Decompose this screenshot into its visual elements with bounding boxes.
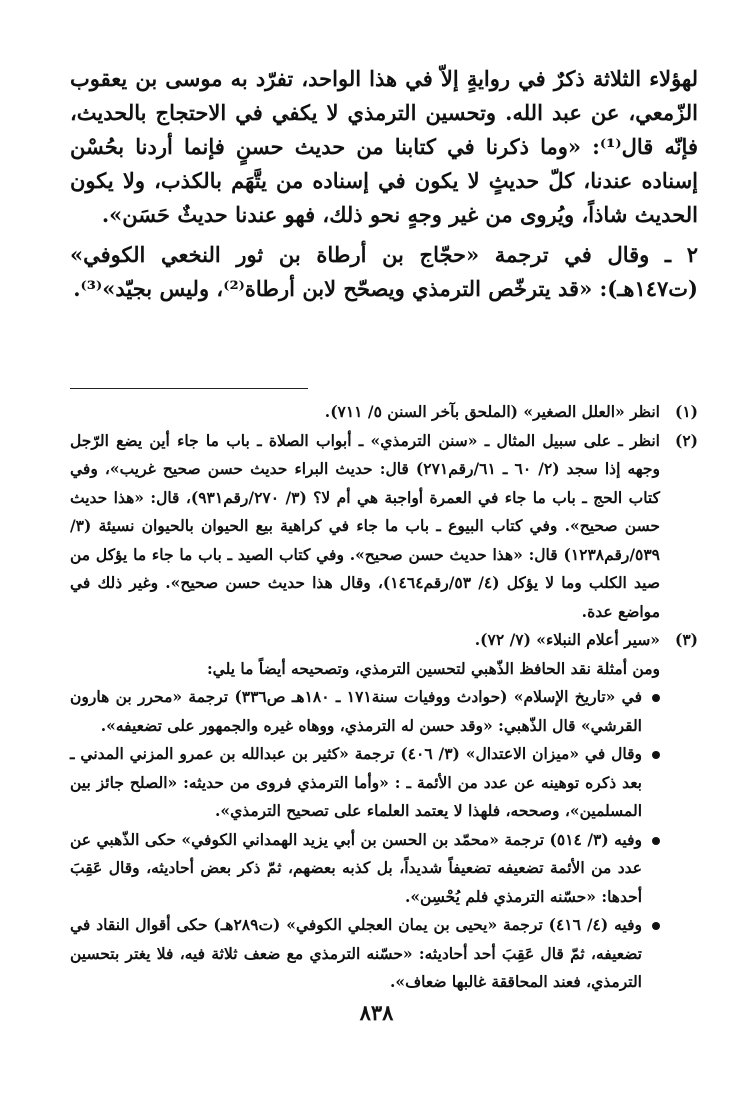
main-text bbox=[70, 62, 698, 306]
paragraph: لهؤلاء الثلاثة ذكرٌ في روايةٍ إلاّ في هذا الواحد، تفرّد به موسى بن يعقوب الزّمعي، عن عبد الله. وتحسين الترمذي لا يكفي في الاحتجاج بالحديث، فإنّه قال⁽¹⁾: «وما ذكرنا في كتابنا من حديث حسنٍ فإنما أردنا بحُسْن إسناده عندنا، كلّ حديثٍ لا يكون في إسناده من يتَّهَم بالكذب، ولا يكون الحديث شاذاً، ويُروى من غير وجهٍ نحو ذلك، فهو عندنا حديثٌ حَسَن». bbox=[70, 66, 698, 227]
page-number: ٨٣٨ bbox=[359, 1000, 394, 1025]
footnote-text: «سير أعلام النبلاء» (٧/ ٧٢). bbox=[474, 630, 660, 649]
footnote-number: (١) bbox=[674, 402, 698, 421]
bullet-icon bbox=[652, 922, 660, 930]
footnote bbox=[70, 398, 698, 427]
footnote bbox=[70, 626, 698, 655]
footnote-intro: ومن أمثلة نقد الحافظ الذّهبي لتحسين الترمذي، وتصحيحه أيضاً ما يلي: bbox=[206, 658, 660, 678]
footnote-separator bbox=[70, 388, 308, 389]
list-item-text: وفيه (٣/ ٥١٤) ترجمة «محمّد بن الحسن بن أبي يزيد الهمداني الكوفي» حكى الذّهبي عن عدد من الأئمة تضعيفه تضعيفاً شديداً، بل كذبه بعضهم، ثمّ ذكر بعض أحاديثه، وقال عَقِبَ أحدها: «حسّنه الترمذي فلم يُحْسِن». bbox=[70, 829, 642, 906]
footnote-text: انظر «العلل الصغير» (الملحق بآخر السنن ٥/ ٧١١). bbox=[324, 402, 660, 421]
list-item bbox=[70, 683, 660, 740]
list-item bbox=[70, 826, 660, 912]
footnote-number: (٢) bbox=[674, 430, 698, 450]
list-item-text: وفيه (٤/ ٤١٦) ترجمة «يحيى بن يمان العجلي الكوفي» (ت٢٨٩هـ) حكى أقوال النقاد في تضعيفه، ثمّ قال عَقِبَ أحد أحاديثه: «حسّنه الترمذي مع ضعف ثلاثة فيه، فلا يغتر بتحسين الترمذي، فعند المحاققة غالبها ضعاف». bbox=[70, 915, 642, 991]
footnote-text: انظر ـ على سبيل المثال ـ «سنن الترمذي» ـ أبواب الصلاة ـ باب ما جاء أين يضع الرّجل وجهه إذا سجد (٢/ ٦٠ ـ ٦١/رقم٢٧١) قال: حديث البراء حديث حسن صحيح غريب»، وفي كتاب الحج ـ باب ما جاء في العمرة أواجبة هي أم لا؟ (٣/ ٢٧٠/رقم٩٣١)، قال: «هذا حديث حسن صحيح». وفي كتاب البيوع ـ باب ما جاء في كراهية بيع الحيوان بالحيوان نسيئة (٣/ ٥٣٩/رقم١٢٣٨) قال: «هذا حديث حسن صحيح». وفي كتاب الصيد ـ باب ما جاء ما يؤكل من صيد الكلب وما لا يؤكل (٤/ ٥٣/رقم١٤٦٤)، وقال هذا حديث حسن صحيح». وغير ذلك في مواضع عدة. bbox=[70, 430, 660, 621]
footnote-number: (٣) bbox=[674, 630, 698, 649]
bullet-icon bbox=[652, 694, 660, 702]
bullet-icon bbox=[652, 837, 660, 845]
bullet-icon bbox=[652, 751, 660, 759]
paragraph: ٢ ـ وقال في ترجمة «حجّاج بن أرطاة بن ثور النخعي الكوفي» (ت١٤٧هـ): «قد يترخّص الترمذي ويصحّح لابن أرطاة⁽²⁾، وليس بجيّد»⁽³⁾. bbox=[70, 242, 698, 301]
list-item-text: وقال في «ميزان الاعتدال» (٣/ ٤٠٦) ترجمة «كثير بن عبدالله بن عمرو المزني المدني ـ بعد ذكره توهينه عن عدد من الأئمة ـ : «وأما الترمذي فروى من حديثه: «الصلح جائز بين المسلمين»، وصححه، فلهذا لا يعتمد العلماء على تصحيح الترمذي». bbox=[70, 744, 643, 820]
bullet-list bbox=[70, 683, 660, 997]
list-item bbox=[70, 911, 660, 997]
footnote bbox=[70, 427, 698, 627]
list-item-text: في «تاريخ الإسلام» (حوادث ووفيات سنة١٧١ ـ ١٨٠هـ ص٣٣٦) ترجمة «محرر بن هارون القرشي» قال الذّهبي: «وقد حسن له الترمذي، ووهاه غيره والجمهور على تضعيفه». bbox=[70, 687, 642, 735]
footnotes bbox=[70, 398, 698, 997]
list-item bbox=[70, 740, 660, 826]
